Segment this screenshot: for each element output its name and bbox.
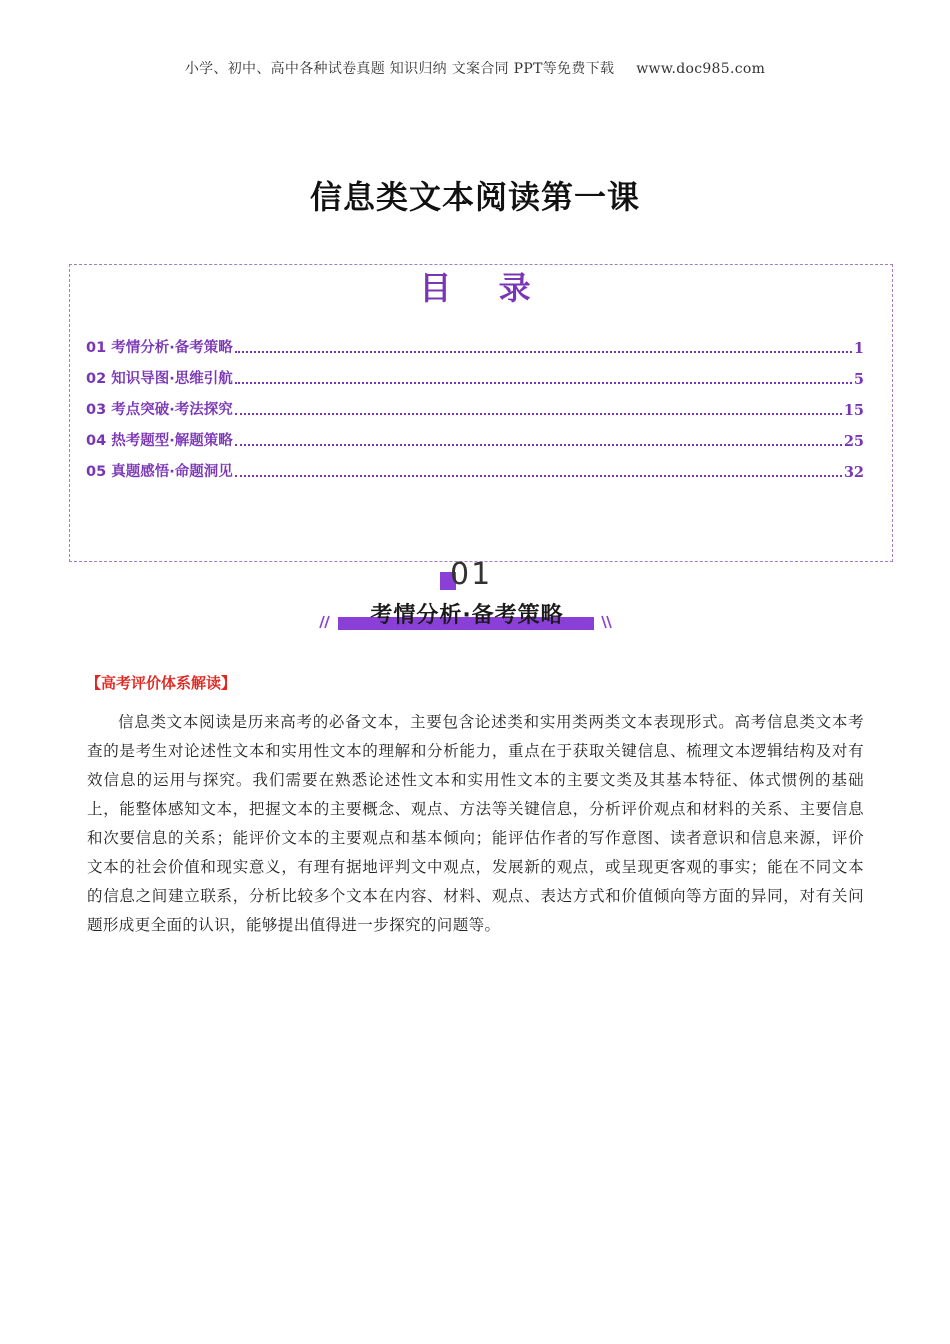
- toc-item[interactable]: [86, 450, 864, 481]
- toc-list: [86, 326, 864, 481]
- toc-item-label: 05 真题感悟·命题洞见: [86, 464, 233, 480]
- header-url[interactable]: www.doc985.com: [636, 61, 766, 77]
- left-slash-marks: [320, 616, 329, 628]
- toc-item-label: 04 热考题型·解题策略: [86, 433, 233, 449]
- toc-item-label: 02 知识导图·思维引航: [86, 371, 233, 387]
- document-title: 信息类文本阅读第一课: [309, 178, 640, 216]
- toc-item-page: 32: [843, 464, 864, 481]
- toc-leader-dots: [235, 350, 852, 353]
- toc-item-page: 5: [853, 371, 864, 388]
- toc-item[interactable]: [86, 357, 864, 388]
- toc-item[interactable]: [86, 388, 864, 419]
- toc-item-label: 01 考情分析·备考策略: [86, 340, 233, 356]
- toc-leader-dots: [235, 412, 842, 415]
- header-tagline: 小学、初中、高中各种试卷真题 知识归纳 文案合同 PPT等免费下载: [184, 61, 615, 77]
- section-label: 【高考评价体系解读】: [86, 674, 237, 692]
- section-title: 考情分析·备考策略: [370, 603, 564, 628]
- toc-leader-dots: [235, 443, 842, 446]
- toc-leader-dots: [235, 381, 852, 384]
- site-header: [0, 58, 950, 78]
- toc-item-page: 15: [843, 402, 864, 419]
- toc-item[interactable]: [86, 326, 864, 357]
- section-number: 01: [450, 557, 493, 592]
- toc-item-page: 25: [843, 433, 864, 450]
- right-slash-marks: [602, 616, 611, 628]
- toc-item-label: 03 考点突破·考法探究: [86, 402, 233, 418]
- toc-leader-dots: [235, 474, 842, 477]
- toc-item-page: 1: [853, 340, 864, 357]
- toc-item[interactable]: [86, 419, 864, 450]
- body-paragraph: 信息类文本阅读是历来高考的必备文本，主要包含论述类和实用类两类文本表现形式。高考信息类文本考查的是考生对论述性文本和实用性文本的理解和分析能力，重点在于获取关键信息、梳理文本逻辑结构及对有效信息的运用与探究。我们需要在熟悉论述性文本和实用性文本的主要文类及其基本特征、体式惯例的基础上，能整体感知文本，把握文本的主要概念、观点、方法等关键信息，分析评价观点和材料的关系、主要信息和次要信息的关系；能评价文本的主要观点和基本倾向；能评估作者的写作意图、读者意识和信息来源，评价文本的社会价值和现实意义，有理有据地评判文中观点，发展新的观点，或呈现更客观的事实；能在不同文本的信息之间建立联系，分析比较多个文本在内容、材料、观点、表达方式和价值倾向等方面的异同，对有关问题形成更全面的认识，能够提出值得进一步探究的问题等。: [87, 713, 864, 934]
- toc-heading: 目 录: [419, 269, 549, 307]
